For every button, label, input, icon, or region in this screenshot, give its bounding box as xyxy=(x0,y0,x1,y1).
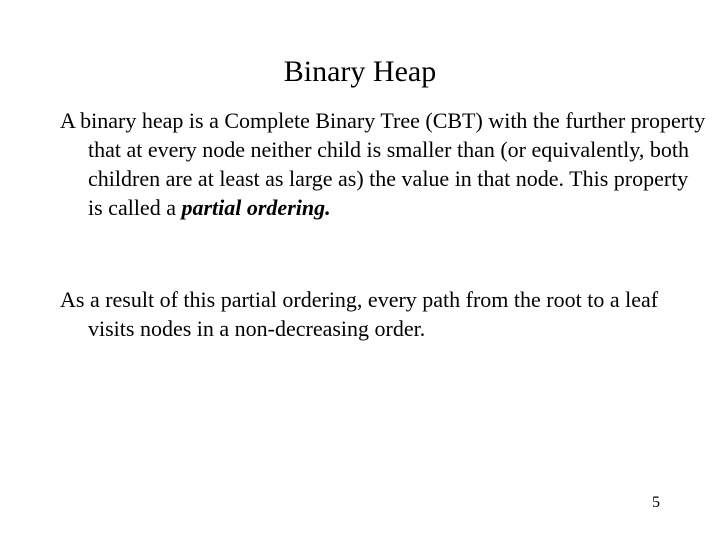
definition-text: A binary heap is a Complete Binary Tree (CBT) with the further property that at every node neither child is smaller than (or equivalently, both children are at least as large as) the value in that node. This property is called a xyxy=(60,108,706,220)
slide-title: Binary Heap xyxy=(283,55,437,88)
page-number: 5 xyxy=(652,494,660,511)
consequence-paragraph: As a result of this partial ordering, every path from the root to a leaf visits nodes in a non-decreasing order. xyxy=(60,287,659,341)
partial-ordering-term: partial ordering xyxy=(181,195,326,220)
definition-paragraph xyxy=(60,106,708,222)
definition-period: . xyxy=(325,195,331,220)
